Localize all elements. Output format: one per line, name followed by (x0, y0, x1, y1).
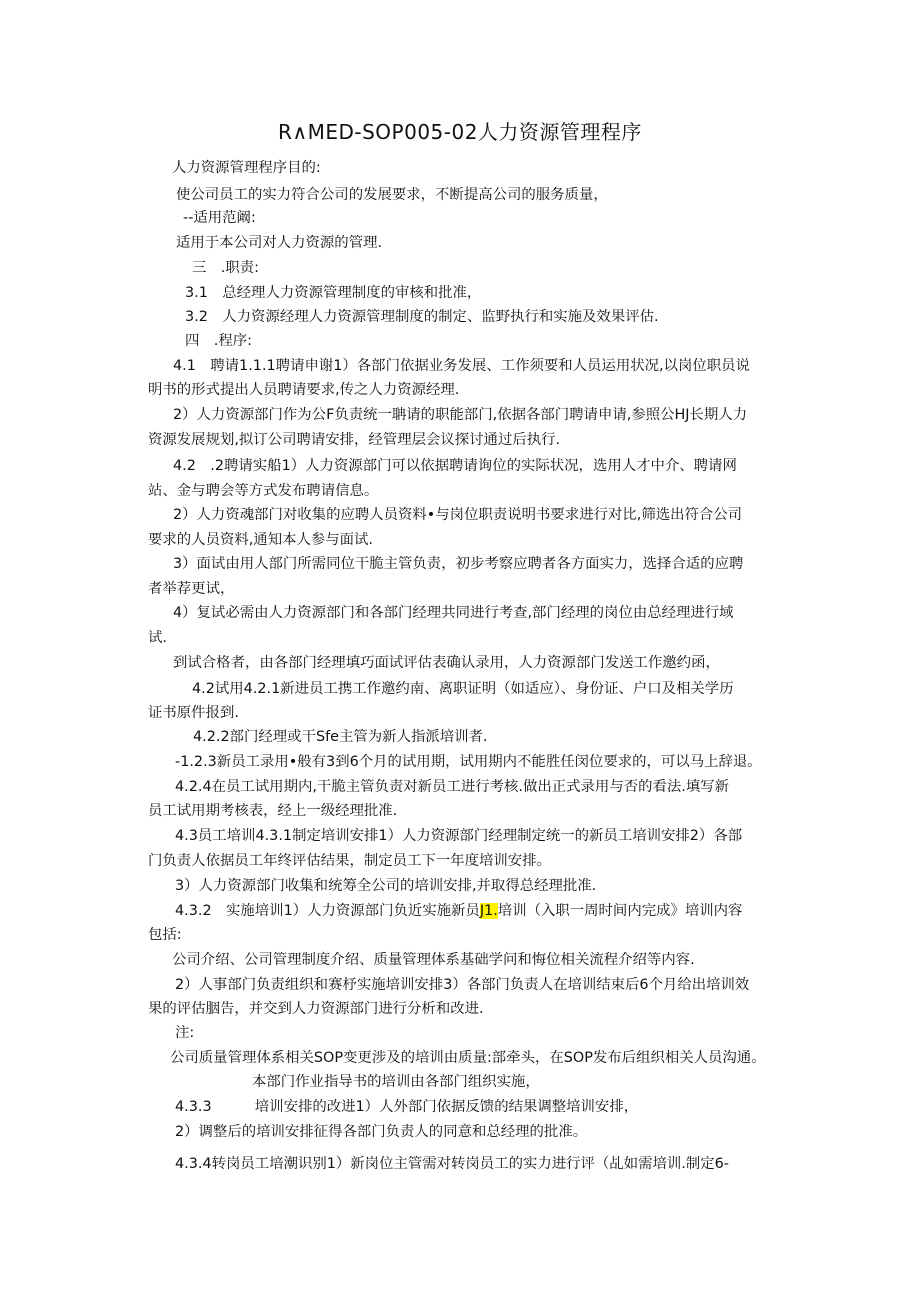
text-line: 到试合格者，由各部门经理填巧面试评估表确认录用，人力资源部门发送工作邀约函， (173, 655, 720, 671)
text-segment: 培训（入职一周时间内完成》培训内容 (497, 903, 743, 919)
text-line: 4.2试用4.2.1新进员工携工作邀约南、离职证明（如适应）、身份证、户口及相关学历 (192, 681, 734, 697)
text-line: 3.1 总经理人力资源管理制度的审核和批准， (185, 285, 482, 301)
text-line: 试. (148, 630, 167, 646)
text-line: 四 .程序: (185, 333, 252, 349)
text-line: 4.2.2部门经理或干Sfe主管为新人指派培训者. (193, 729, 488, 745)
text-line: 2）调整后的培训安排征得各部门负责人的同意和总经理的批准。 (175, 1124, 588, 1140)
text-line: 门负责人依据员工年终评估结果，制定员工下一年度培训安排。 (148, 853, 551, 869)
text-line: 明书的形式提出人员聘请要求,传之人力资源经理. (148, 382, 460, 398)
highlighted-text: J1. (479, 903, 498, 919)
text-line: --适用范阚: (183, 210, 256, 226)
document-title: R∧MED-SOP005-02人力资源管理程序 (278, 120, 642, 144)
text-line: 4.2 .2聘请实船1）人力资源部门可以依据聘请询位的实际状况，选用人才中介、聘请网 (173, 458, 737, 474)
text-segment: 4.3.2 实施培训1）人力资源部门负近实施新员 (175, 903, 480, 919)
text-line: 4.3.4转岗员工培潮识别1）新岗位主管需对转岗员工的实力进行评（乩如需培训.制定6- (175, 1156, 729, 1172)
text-line: 证书原件报到. (148, 705, 239, 721)
text-line: 适用于本公司对人力资源的管理. (176, 235, 383, 251)
text-line: 2）人事部门负责组织和赛杼实施培训安排3）各部门负责人在培训结束后6个月给出培训效 (175, 977, 750, 993)
text-line: 本部门作业指导书的培训由各部门组织实施， (252, 1074, 540, 1090)
text-line: 注: (175, 1025, 195, 1041)
text-line: 2）人力资魂部门对收集的应聘人员资料•与岗位职责说明书要求进行对比,筛选出符合公司 (173, 507, 743, 523)
text-line: 者举荐更试， (148, 581, 235, 597)
text-line: 包括: (148, 927, 182, 943)
text-line: 公司质量管理体系相关SOP变更涉及的培训由质量:部牵头，在SOP发布后组织相关人员沟通。 (170, 1050, 766, 1066)
text-line: 4）复试必需由人力资源部门和各部门经理共同进行考查,部门经理的岗位由总经理进行域 (173, 605, 734, 621)
text-line: 4.2.4在员工试用期内,干脆主管负责对新员工进行考核.做出正式录用与否的看法.填写新 (175, 779, 730, 795)
text-line: 3）人力资源部门收集和统筹全公司的培训安排,并取得总经理批准. (175, 878, 597, 894)
text-line: 公司介绍、公司管理制度介绍、质量管理体系基础学问和悔位相关流程介绍等内容. (172, 952, 695, 968)
text-line: 站、金与聘会等方式发布聘请信息。 (148, 483, 379, 499)
text-line: 2）人力资源部门作为公F负责统一聃请的职能部门,依据各部门聘请申请,参照公HJ长期人力 (173, 407, 748, 423)
text-line: -1.2.3新员工录用•般有3到6个月的试用期，试用期内不能胜任闵位要求的，可以马上辞退。 (175, 754, 762, 770)
text-line (175, 901, 742, 921)
text-line: 使公司员工的实力符合公司的发展要求，不断提高公司的服务质量， (176, 187, 608, 203)
text-line: 人力资源管理程序目的: (172, 160, 321, 176)
text-line: 3）面试由用人部门所需同位干脆主管负责，初步考察应聘者各方面实力，选择合适的应聘 (173, 556, 744, 572)
text-line: 4.3.3 培训安排的改进1）人外部门依据反馈的结果调整培训安排， (175, 1099, 639, 1115)
text-line: 果的评估胭告，并交到人力资源部门进行分析和改进. (148, 1001, 484, 1017)
text-line: 资源发展规划,拟订公司聘请安排，经管理层会议探讨通过后执行. (148, 432, 561, 448)
text-line: 4.1 聘请1.1.1聘请申谢1）各部门依据业务发展、工作须要和人员运用状况,以岗位职员说 (173, 358, 750, 374)
text-line: 4.3员工培训4.3.1制定培训安排1）人力资源部门经理制定统一的新员工培训安排2）各部 (175, 828, 743, 844)
text-line: 三 .职责: (192, 260, 259, 276)
text-line: 员工试用期考核表，经上一级经理批准. (148, 803, 398, 819)
text-line: 要求的人员资料,通知本人参与面试. (148, 532, 374, 548)
text-line: 3.2 人力资源经理人力资源管理制度的制定、监野执行和实施及效果评估. (185, 309, 659, 325)
